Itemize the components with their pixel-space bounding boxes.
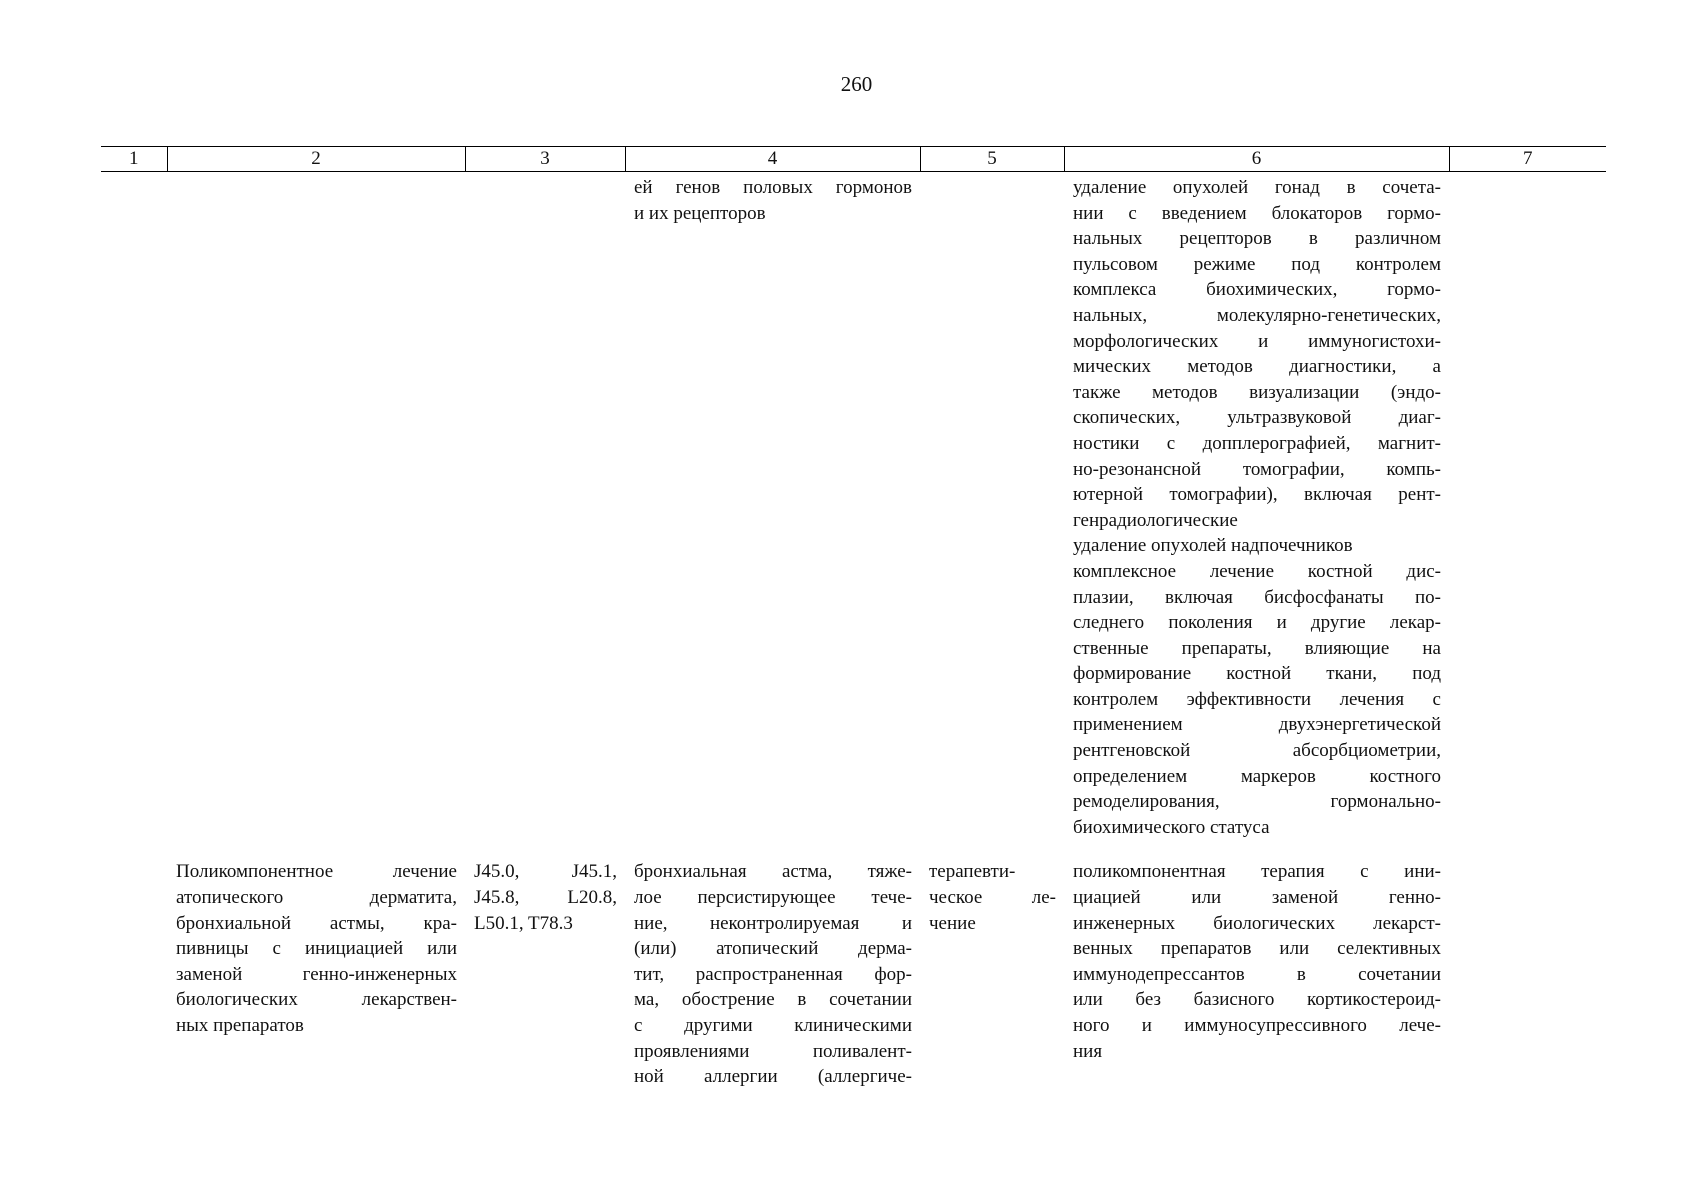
text-line: нальных, молекулярно-генетических, bbox=[1073, 304, 1441, 326]
row2-treatment-name-cell bbox=[167, 856, 465, 1089]
text-line: чение bbox=[929, 912, 976, 934]
text-line: иммунодепрессантов в сочетании bbox=[1073, 963, 1441, 985]
text-line: Поликомпонентное лечение bbox=[176, 861, 457, 883]
text-line: плазии, включая бисфосфанаты по- bbox=[1073, 586, 1441, 608]
row1-col3-cell bbox=[465, 172, 625, 841]
text-line: терапевти- bbox=[929, 861, 1016, 883]
table-row bbox=[101, 856, 1606, 1089]
column-header-7: 7 bbox=[1449, 147, 1606, 172]
row2-col7-cell bbox=[1449, 856, 1606, 1089]
text-line: ютерной томографии), включая рент- bbox=[1073, 484, 1441, 506]
text-line: поликомпонентная терапия с ини- bbox=[1073, 861, 1441, 883]
text-line: ного и иммуносупрессивного лече- bbox=[1073, 1015, 1441, 1036]
text-line: морфологических и иммуногистохи- bbox=[1073, 330, 1441, 352]
text-line: J45.0, J45.1, bbox=[474, 861, 617, 883]
row1-col5-cell bbox=[920, 172, 1064, 841]
text-line: удаление опухолей надпочечников bbox=[1073, 535, 1353, 557]
text-line: ние, неконтролируемая и bbox=[634, 912, 912, 934]
row2-icd-codes-cell bbox=[465, 856, 625, 1089]
text-line: но-резонансной томографии, компь- bbox=[1073, 458, 1441, 480]
treatment-table bbox=[101, 146, 1606, 1090]
text-line: бронхиальной астмы, кра- bbox=[176, 912, 457, 934]
text-line: L50.1, T78.3 bbox=[474, 912, 573, 934]
column-header-2: 2 bbox=[167, 147, 465, 172]
text-line: также методов визуализации (эндо- bbox=[1073, 381, 1441, 403]
text-line: бронхиальная астма, тяже- bbox=[634, 861, 912, 883]
text-line: J45.8, L20.8, bbox=[474, 887, 617, 909]
text-line: с другими клиническими bbox=[634, 1015, 912, 1036]
text-line: тит, распространенная фор- bbox=[634, 963, 912, 985]
text-line: нальных рецепторов в различном bbox=[1073, 228, 1441, 250]
column-header-4: 4 bbox=[625, 147, 920, 172]
table-row bbox=[101, 172, 1606, 841]
text-line: пульсовом режиме под контролем bbox=[1073, 253, 1441, 275]
text-line: лое персистирующее тече- bbox=[634, 887, 912, 909]
column-header-3: 3 bbox=[465, 147, 625, 172]
text-line: ческое ле- bbox=[929, 887, 1056, 909]
text-line: ной аллергии (аллергиче- bbox=[634, 1066, 912, 1088]
text-line: проявлениями поливалент- bbox=[634, 1040, 912, 1062]
text-line: удаление опухолей гонад в сочета- bbox=[1073, 177, 1441, 198]
text-line: ния bbox=[1073, 1040, 1103, 1062]
row1-col7-cell bbox=[1449, 172, 1606, 841]
text-line: генрадиологические bbox=[1073, 509, 1238, 531]
text-line: ей генов половых гормонов bbox=[634, 177, 912, 198]
text-line: ственные препараты, влияющие на bbox=[1073, 637, 1441, 659]
text-line: ремоделирования, гормонально- bbox=[1073, 791, 1441, 813]
text-line: и их рецепторов bbox=[634, 202, 766, 224]
row-spacer bbox=[101, 840, 1606, 856]
page-number: 260 bbox=[840, 72, 873, 96]
text-line: применением двухэнергетической bbox=[1073, 714, 1441, 736]
column-header-5: 5 bbox=[920, 147, 1064, 172]
text-line: скопических, ультразвуковой диаг- bbox=[1073, 407, 1441, 429]
text-line: пивницы с инициацией или bbox=[176, 938, 457, 960]
text-line: формирование костной ткани, под bbox=[1073, 663, 1441, 685]
text-line: или без базисного кортикостероид- bbox=[1073, 989, 1441, 1011]
column-header-1: 1 bbox=[101, 147, 167, 172]
row2-treatment-type-cell bbox=[920, 856, 1064, 1089]
text-line: биологических лекарствен- bbox=[176, 989, 457, 1011]
text-line: мических методов диагностики, а bbox=[1073, 356, 1441, 378]
row1-col2-cell bbox=[167, 172, 465, 841]
text-line: заменой генно-инженерных bbox=[176, 963, 457, 985]
row2-patient-model-cell bbox=[625, 856, 920, 1089]
row2-treatment-method-cell bbox=[1064, 856, 1449, 1089]
row2-col1-cell bbox=[101, 856, 167, 1089]
row1-patient-model-cell bbox=[625, 172, 920, 841]
text-line: биохимического статуса bbox=[1073, 816, 1270, 838]
text-line: атопического дерматита, bbox=[176, 887, 457, 909]
row1-col1-cell bbox=[101, 172, 167, 841]
text-line: ностики с допплерографией, магнит- bbox=[1073, 432, 1441, 454]
text-line: рентгеновской абсорбциометрии, bbox=[1073, 740, 1441, 762]
text-line: определением маркеров костного bbox=[1073, 765, 1441, 787]
row1-treatment-method-cell bbox=[1064, 172, 1449, 841]
text-line: комплекса биохимических, гормо- bbox=[1073, 279, 1441, 301]
column-header-6: 6 bbox=[1064, 147, 1449, 172]
text-line: контролем эффективности лечения с bbox=[1073, 688, 1441, 710]
text-line: следнего поколения и другие лекар- bbox=[1073, 612, 1441, 634]
text-line: циацией или заменой генно- bbox=[1073, 887, 1441, 909]
header-row bbox=[101, 147, 1606, 172]
text-line: венных препаратов или селективных bbox=[1073, 938, 1441, 960]
text-line: инженерных биологических лекарст- bbox=[1073, 912, 1441, 934]
text-line: (или) атопический дерма- bbox=[634, 938, 912, 960]
text-line: комплексное лечение костной дис- bbox=[1073, 560, 1441, 582]
text-line: ных препаратов bbox=[176, 1015, 304, 1036]
text-line: ма, обострение в сочетании bbox=[634, 989, 912, 1011]
text-line: нии с введением блокаторов гормо- bbox=[1073, 202, 1441, 224]
